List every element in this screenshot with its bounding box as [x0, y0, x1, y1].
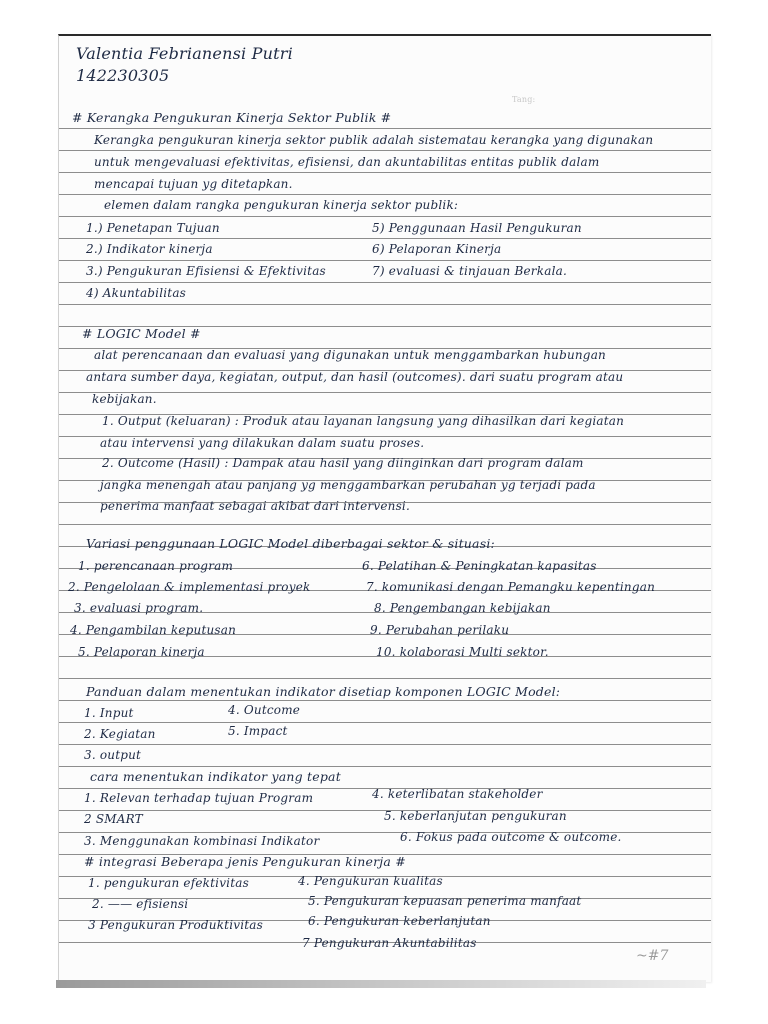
elements-intro: elemen dalam rangka pengukuran kinerja sektor publik:: [104, 198, 459, 212]
ruled-line: [59, 766, 711, 767]
section-title-panduan: Panduan dalam menentukan indikator disetiap komponen LOGIC Model:: [86, 684, 561, 699]
section-title-logic-model: # LOGIC Model #: [82, 326, 201, 341]
ruled-line: [59, 150, 711, 151]
section-title-cara: cara menentukan indikator yang tepat: [90, 769, 341, 784]
ruled-line: [59, 744, 711, 745]
ruled-line: [59, 392, 711, 393]
list-item: 2. Kegiatan: [84, 727, 156, 741]
paragraph-line: untuk mengevaluasi efektivitas, efisiensi, dan akuntabilitas entitas publik dalam: [94, 155, 600, 169]
list-item: 4. keterlibatan stakeholder: [372, 787, 543, 801]
list-item: 4) Akuntabilitas: [86, 286, 187, 300]
list-item: 7 Pengukuran Akuntabilitas: [302, 936, 477, 950]
list-item: 3. Menggunakan kombinasi Indikator: [84, 834, 320, 848]
output-definition: 1. Output (keluaran) : Produk atau layanan langsung yang dihasilkan dari kegiatan: [102, 414, 625, 428]
list-item: 10. kolaborasi Multi sektor.: [376, 645, 549, 659]
section-title-integrasi: # integrasi Beberapa jenis Pengukuran kinerja #: [84, 854, 406, 869]
ruled-line: [59, 172, 711, 173]
section-title-kerangka: # Kerangka Pengukuran Kinerja Sektor Publik #: [72, 110, 392, 125]
list-item: 1. pengukuran efektivitas: [88, 876, 249, 890]
paragraph-line: kebijakan.: [92, 392, 157, 406]
ruled-line: [59, 524, 711, 525]
list-item: 5. Impact: [228, 724, 288, 738]
list-item: 3. output: [84, 748, 142, 762]
outcome-definition: 2. Outcome (Hasil) : Dampak atau hasil yang diinginkan dari program dalam: [102, 456, 584, 470]
section-title-variasi: Variasi penggunaan LOGIC Model diberbagai sektor & situasi:: [86, 536, 495, 551]
paragraph-line: antara sumber daya, kegiatan, output, dan hasil (outcomes). dari suatu program atau: [86, 370, 624, 384]
list-item: 3 Pengukuran Produktivitas: [88, 918, 263, 932]
list-item: 1. Relevan terhadap tujuan Program: [84, 791, 314, 805]
list-item: 9. Perubahan perilaku: [370, 623, 510, 637]
student-id: 142230305: [76, 66, 170, 85]
outcome-definition: jangka menengah atau panjang yg menggambarkan perubahan yg terjadi pada: [100, 478, 596, 492]
list-item: 6. Pelatihan & Peningkatan kapasitas: [362, 559, 597, 573]
list-item: 6. Pengukuran keberlanjutan: [308, 914, 491, 928]
list-item: 1. Input: [84, 706, 134, 720]
list-item: 6. Fokus pada outcome & outcome.: [400, 830, 622, 844]
ruled-line: [59, 678, 711, 679]
list-item: 6) Pelaporan Kinerja: [372, 242, 502, 256]
list-item: 4. Pengukuran kualitas: [298, 874, 443, 888]
list-item: 4. Pengambilan keputusan: [70, 623, 237, 637]
student-name: Valentia Febrianensi Putri: [76, 44, 293, 63]
list-item: 5. Pengukuran kepuasan penerima manfaat: [308, 894, 582, 908]
page-edge-shadow: [56, 980, 706, 988]
list-item: 5. Pelaporan kinerja: [78, 645, 205, 659]
ruled-line: [59, 700, 711, 701]
paragraph-line: alat perencanaan dan evaluasi yang digunakan untuk menggambarkan hubungan: [94, 348, 606, 362]
paragraph-line: Kerangka pengukuran kinerja sektor publik adalah sistematau kerangka yang digunakan: [94, 133, 654, 147]
list-item: 2. —— efisiensi: [92, 897, 189, 911]
ruled-line: [59, 282, 711, 283]
list-item: 1.) Penetapan Tujuan: [86, 221, 220, 235]
corner-mark: Tang:: [512, 95, 536, 104]
list-item: 8. Pengembangan kebijakan: [374, 601, 551, 615]
list-item: 3. evaluasi program.: [74, 601, 204, 615]
list-item: 5) Penggunaan Hasil Pengukuran: [372, 221, 582, 235]
list-item: 3.) Pengukuran Efisiensi & Efektivitas: [86, 264, 326, 278]
list-item: 2 SMART: [84, 812, 143, 826]
ruled-line: [59, 216, 711, 217]
ruled-line: [59, 722, 711, 723]
list-item: 1. perencanaan program: [78, 559, 234, 573]
list-item: 2.) Indikator kinerja: [86, 242, 213, 256]
ruled-line: [59, 238, 711, 239]
paragraph-line: mencapai tujuan yg ditetapkan.: [94, 177, 293, 191]
ruled-line: [59, 194, 711, 195]
ruled-line: [59, 260, 711, 261]
ruled-line: [59, 304, 711, 305]
list-item: 7. komunikasi dengan Pemangku kepentingan: [366, 580, 655, 594]
footer-mark: ~#7: [636, 948, 669, 964]
ruled-line: [59, 128, 711, 129]
output-definition: atau intervensi yang dilakukan dalam suatu proses.: [100, 436, 425, 450]
outcome-definition: penerima manfaat sebagai akibat dari intervensi.: [100, 499, 410, 513]
list-item: 4. Outcome: [228, 703, 301, 717]
list-item: 2. Pengelolaan & implementasi proyek: [68, 580, 311, 594]
list-item: 7) evaluasi & tinjauan Berkala.: [372, 264, 567, 278]
list-item: 5. keberlanjutan pengukuran: [384, 809, 567, 823]
